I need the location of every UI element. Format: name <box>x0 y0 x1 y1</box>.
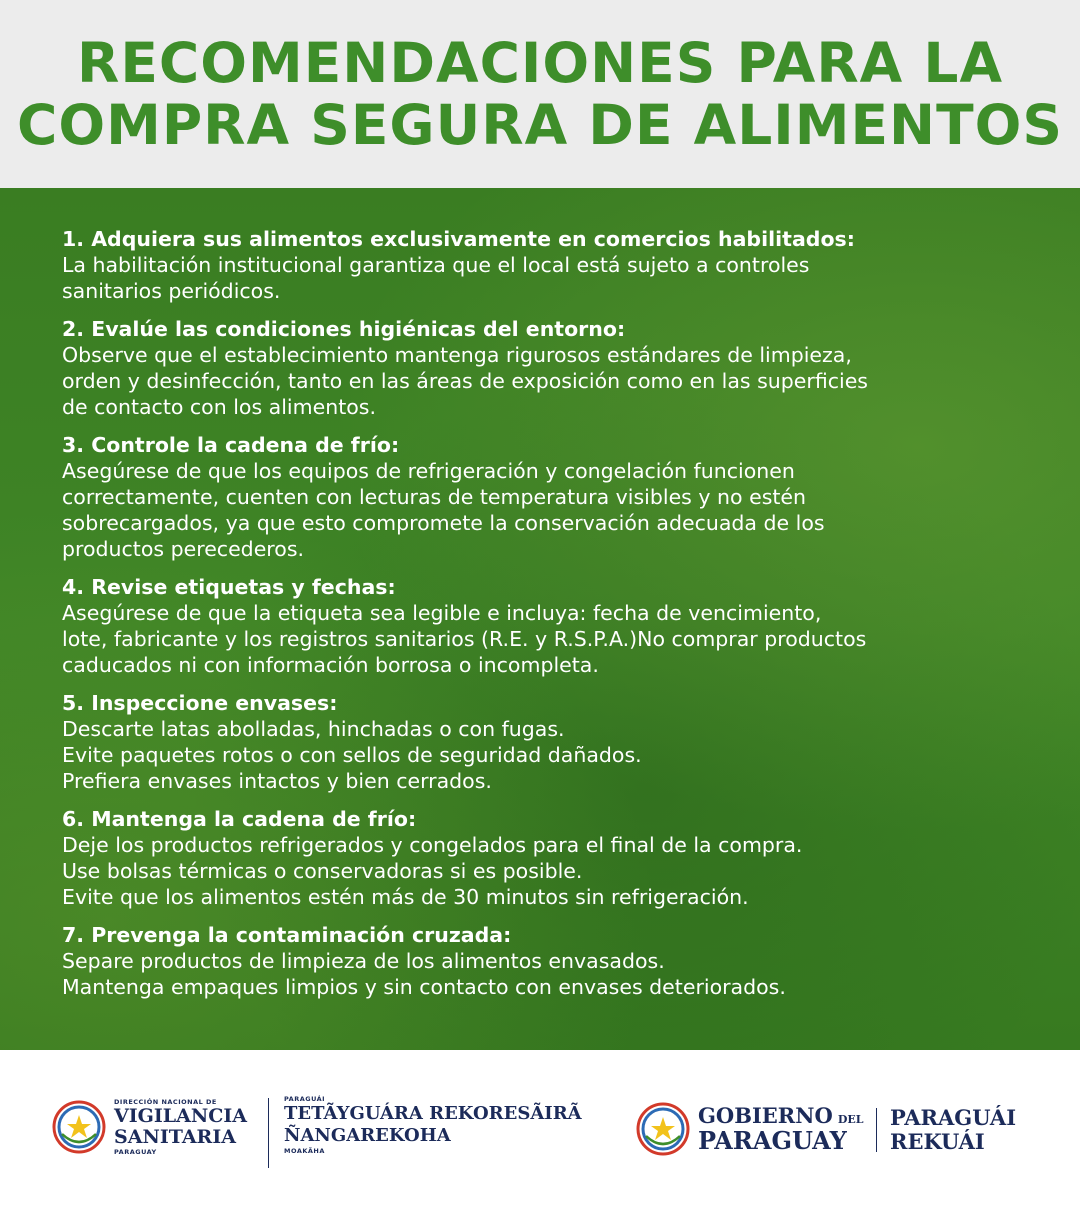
logo-divider <box>268 1098 269 1168</box>
recommendation-1 <box>62 226 1032 304</box>
page-title-line-1: RECOMENDACIONES PARA LA <box>76 31 1004 95</box>
recommendation-text: lote, fabricante y los registros sanitarios (R.E. y R.S.P.A.)No comprar productos <box>62 627 867 651</box>
recommendation-3 <box>62 432 1032 562</box>
recommendation-text: productos perecederos. <box>62 537 305 561</box>
recommendation-title: 5. Inspeccione envases: <box>62 691 338 715</box>
recommendation-text: Observe que el establecimiento mantenga rigurosos estándares de limpieza, <box>62 343 852 367</box>
recommendation-text: Evite paquetes rotos o con sellos de seguridad dañados. <box>62 743 642 767</box>
recommendation-text: Deje los productos refrigerados y congelados para el final de la compra. <box>62 833 803 857</box>
recommendation-6 <box>62 806 1032 910</box>
recommendation-text: Evite que los alimentos estén más de 30 minutos sin refrigeración. <box>62 885 749 909</box>
recommendation-text: Mantenga empaques limpios y sin contacto con envases deteriorados. <box>62 975 786 999</box>
recommendation-text: Separe productos de limpieza de los alimentos envasados. <box>62 949 665 973</box>
recommendation-title: 2. Evalúe las condiciones higiénicas del entorno: <box>62 317 626 341</box>
logo-divider <box>876 1108 877 1152</box>
recommendation-text: Asegúrese de que los equipos de refrigeración y congelación funcionen <box>62 459 795 483</box>
rekuai-line-1: PARAGUÁI <box>890 1105 1017 1130</box>
recommendation-title: 7. Prevenga la contaminación cruzada: <box>62 923 512 947</box>
guarani-logo <box>284 1095 582 1155</box>
gobierno-logo <box>636 1102 864 1156</box>
recommendation-text: orden y desinfección, tanto en las áreas de exposición como en las superficies <box>62 369 868 393</box>
recommendations-list <box>62 226 1032 1012</box>
gobierno-word: GOBIERNO <box>698 1103 833 1128</box>
dinavisa-text <box>114 1098 247 1156</box>
dinavisa-line-2: SANITARIA <box>114 1126 236 1148</box>
recommendation-7 <box>62 922 1032 1000</box>
recommendations-panel <box>0 188 1080 1050</box>
dinavisa-logo <box>52 1098 247 1156</box>
guarani-bottom-text: MOAKÃHA <box>284 1147 325 1155</box>
recommendation-text: Use bolsas térmicas o conservadoras si es posible. <box>62 859 583 883</box>
recommendation-text: correctamente, cuenten con lecturas de temperatura visibles y no estén <box>62 485 807 509</box>
recommendation-title: 6. Mantenga la cadena de frío: <box>62 807 417 831</box>
paraguay-seal-icon <box>52 1100 106 1154</box>
recommendation-text: sanitarios periódicos. <box>62 279 281 303</box>
recommendation-title: 1. Adquiera sus alimentos exclusivamente en comercios habilitados: <box>62 227 855 251</box>
dinavisa-top-text: DIRECCIÓN NACIONAL DE <box>114 1098 217 1106</box>
recommendation-title: 4. Revise etiquetas y fechas: <box>62 575 396 599</box>
recommendation-text: caducados ni con información borrosa o incompleta. <box>62 653 599 677</box>
page-title-line-2: COMPRA SEGURA DE ALIMENTOS <box>17 93 1063 157</box>
guarani-line-2: ÑANGAREKOHA <box>284 1125 451 1146</box>
footer-logos <box>0 1050 1080 1208</box>
recommendation-text: La habilitación institucional garantiza que el local está sujeto a controles <box>62 253 810 277</box>
dinavisa-bottom-text: PARAGUAY <box>114 1148 157 1156</box>
recommendation-text: Asegúrese de que la etiqueta sea legible e incluya: fecha de vencimiento, <box>62 601 822 625</box>
dinavisa-line-1: VIGILANCIA <box>114 1105 247 1127</box>
guarani-line-1: TETÃYGUÁRA REKORESÃIRÃ <box>284 1103 582 1124</box>
gobierno-del-word: DEL <box>837 1113 864 1126</box>
paraguay-seal-icon <box>636 1102 690 1156</box>
gobierno-line-1 <box>698 1104 864 1128</box>
rekuai-logo <box>890 1106 1016 1154</box>
gobierno-text <box>698 1104 864 1154</box>
gobierno-line-2: PARAGUAY <box>698 1126 847 1155</box>
guarani-top-text: PARAGUÁI <box>284 1095 326 1103</box>
recommendation-4 <box>62 574 1032 678</box>
recommendation-2 <box>62 316 1032 420</box>
recommendation-text: Descarte latas abolladas, hinchadas o con fugas. <box>62 717 565 741</box>
recommendation-text: sobrecargados, ya que esto compromete la conservación adecuada de los <box>62 511 825 535</box>
rekuai-line-2: REKUÁI <box>890 1129 985 1154</box>
recommendation-title: 3. Controle la cadena de frío: <box>62 433 400 457</box>
recommendation-text: Prefiera envases intactos y bien cerrados. <box>62 769 492 793</box>
recommendation-5 <box>62 690 1032 794</box>
recommendation-text: de contacto con los alimentos. <box>62 395 376 419</box>
header <box>0 0 1080 188</box>
